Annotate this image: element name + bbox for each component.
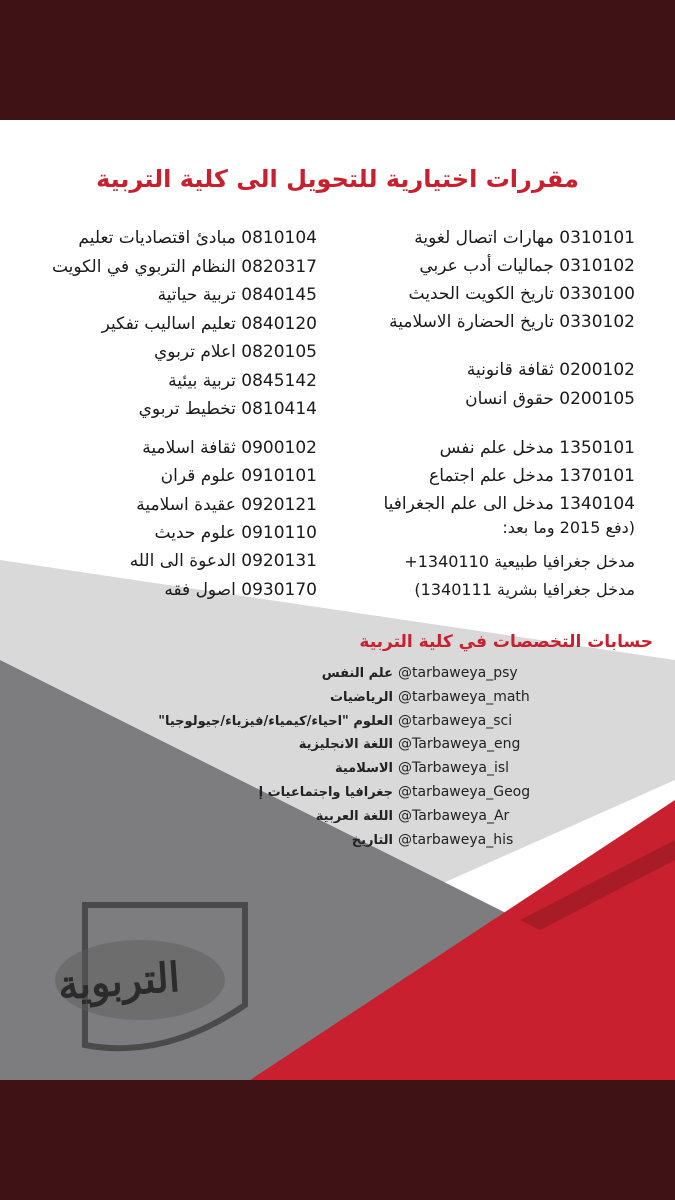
course-name: الدعوة الى الله xyxy=(129,551,236,572)
course-item xyxy=(168,371,317,391)
account-handle[interactable]: @tarbaweya_math xyxy=(398,688,530,705)
account-handle[interactable]: @tarbaweya_his xyxy=(398,831,514,848)
course-item xyxy=(155,523,317,543)
course-name: تخطيط تربوي xyxy=(138,399,236,419)
course-item xyxy=(409,284,635,304)
course-item xyxy=(164,580,317,600)
course-code: 0810104 xyxy=(241,228,317,248)
course-item xyxy=(142,438,317,458)
course-item xyxy=(161,466,317,486)
account-label: التاريخ xyxy=(351,832,393,848)
course-code: 0840120 xyxy=(241,313,317,334)
course-code: 0920131 xyxy=(241,551,317,572)
account-label: اللغة العربية xyxy=(315,808,393,824)
course-name: ثقافة اسلامية xyxy=(142,438,236,458)
account-label: الاسلامية xyxy=(334,761,393,777)
course-item xyxy=(136,495,317,515)
course-item xyxy=(78,228,317,248)
logo-text: التربوية xyxy=(56,953,182,1010)
course-code: 0200105 xyxy=(559,389,635,409)
course-item xyxy=(389,312,635,332)
bottom-dark-band xyxy=(0,1080,675,1200)
course-name: اصول فقه xyxy=(164,579,236,600)
page-title: مقررات اختيارية للتحويل الى كلية التربية xyxy=(96,165,579,193)
accounts-title: حسابات التخصصات في كلية التربية xyxy=(359,632,653,652)
course-name: تاريخ الحضارة الاسلامية xyxy=(389,312,554,332)
course-name: علوم قران xyxy=(160,466,236,487)
course-item xyxy=(440,438,635,458)
course-item xyxy=(465,389,635,409)
account-label: الرياضيات xyxy=(329,689,393,705)
course-code: 0820317 xyxy=(241,256,317,277)
course-code: 0200102 xyxy=(559,360,635,380)
course-code: 1340104 xyxy=(559,494,635,514)
note-line: (دفع 2015 وما بعد: xyxy=(502,518,635,537)
course-name: تاريخ الكويت الحديث xyxy=(408,284,554,304)
course-name: تربية بيئية xyxy=(168,370,236,391)
course-name: مدخل علم نفس xyxy=(439,438,554,458)
course-name: جماليات أدب عربي xyxy=(419,256,554,276)
course-code: 0900102 xyxy=(241,438,317,458)
account-handle[interactable]: @Tarbaweya_Ar xyxy=(398,807,510,824)
course-code: 0820105 xyxy=(241,342,317,362)
course-name: ثقافة قانونية xyxy=(466,360,554,380)
course-name: تعليم اساليب تفكير xyxy=(101,313,236,334)
account-label: جغرافيا واجتماعيات إ xyxy=(258,785,393,800)
account-handle[interactable]: @tarbaweya_psy xyxy=(398,665,518,681)
course-item xyxy=(419,256,635,276)
course-item xyxy=(429,466,635,486)
course-name: عقيدة اسلامية xyxy=(136,494,236,515)
course-name: تربية حياتية xyxy=(157,285,236,305)
course-item xyxy=(130,551,317,571)
course-code: 1370101 xyxy=(559,466,635,486)
course-name: اعلام تربوي xyxy=(154,342,236,362)
account-handle[interactable]: @Tarbaweya_isl xyxy=(398,760,510,777)
course-code: 0920121 xyxy=(241,494,317,515)
course-code: 0930170 xyxy=(241,579,317,600)
course-name: مدخل علم اجتماع xyxy=(429,466,554,486)
course-item xyxy=(158,285,317,305)
account-handle[interactable]: @tarbaweya_sci xyxy=(398,712,513,729)
course-name: مهارات اتصال لغوية xyxy=(414,228,554,248)
course-item xyxy=(154,342,317,362)
course-name: مدخل الى علم الجغرافيا xyxy=(383,494,554,514)
note-line: مدخل جغرافيا بشرية 1340111) xyxy=(414,580,635,599)
note-line: مدخل جغرافيا طبيعية 1340110+ xyxy=(404,552,635,571)
course-code: 0310101 xyxy=(559,228,635,248)
course-item xyxy=(383,494,635,514)
course-item xyxy=(52,257,317,277)
course-item xyxy=(102,314,317,334)
course-name: حقوق انسان xyxy=(465,389,554,409)
course-code: 0840145 xyxy=(241,285,317,305)
course-code: 0910101 xyxy=(241,466,317,487)
course-item xyxy=(139,399,317,419)
account-label: اللغة الانجليزية xyxy=(298,737,393,753)
course-code: 0810414 xyxy=(241,399,317,419)
course-code: 1350101 xyxy=(559,438,635,458)
account-label: العلوم "احياء/كيمياء/فيزياء/جيولوجيا" xyxy=(158,713,393,729)
poster xyxy=(0,120,675,1080)
course-code: 0910110 xyxy=(241,522,317,543)
course-item xyxy=(414,228,635,248)
course-code: 0330102 xyxy=(559,312,635,332)
course-name: مبادئ اقتصاديات تعليم xyxy=(78,228,236,248)
course-code: 0330100 xyxy=(559,284,635,304)
course-name: علوم حديث xyxy=(154,522,236,543)
account-handle[interactable]: @Tarbaweya_eng xyxy=(398,736,521,753)
account-label: علم النفس xyxy=(321,666,393,681)
course-item xyxy=(467,360,635,380)
top-dark-band xyxy=(0,0,675,120)
course-code: 0310102 xyxy=(559,256,635,276)
account-handle[interactable]: @tarbaweya_Geog xyxy=(398,784,531,800)
course-name: النظام التربوي في الكويت xyxy=(51,256,236,277)
course-code: 0845142 xyxy=(241,370,317,391)
